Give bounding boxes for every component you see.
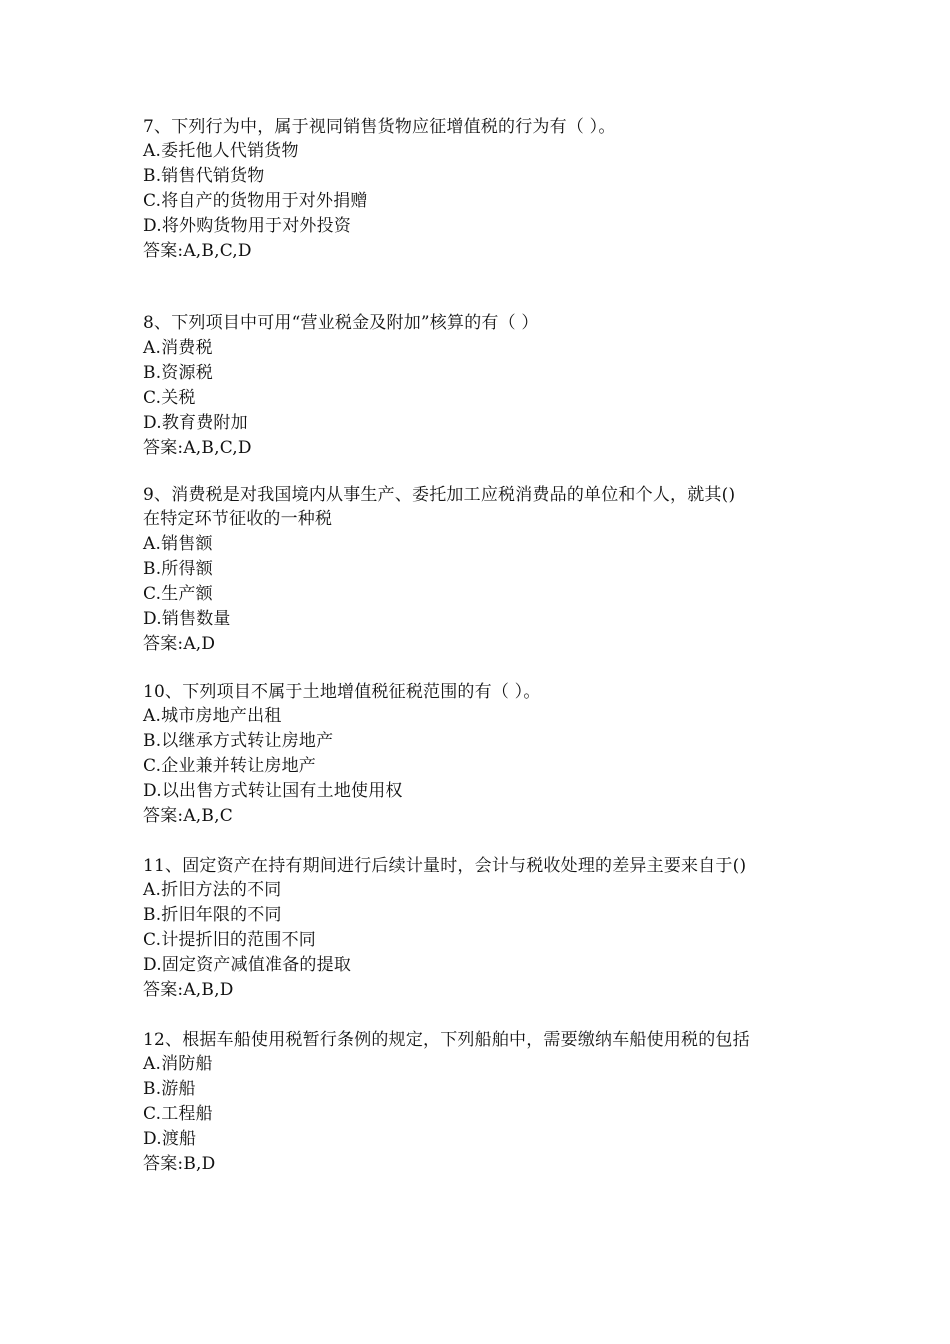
question-10-answer: 答案:A,B,C (143, 806, 233, 826)
question-12-option-c: C.工程船 (143, 1104, 213, 1124)
question-10-option-c: C.企业兼并转让房地产 (143, 756, 317, 776)
question-7-option-a: A.委托他人代销货物 (143, 141, 299, 161)
question-7-answer: 答案:A,B,C,D (143, 241, 252, 261)
question-8-option-d: D.教育费附加 (143, 413, 248, 433)
question-8-answer: 答案:A,B,C,D (143, 438, 252, 458)
question-10-stem: 10、下列项目不属于土地增值税征税范围的有（ ）。 (143, 682, 541, 702)
question-12-answer: 答案:B,D (143, 1154, 216, 1174)
question-8-option-b: B.资源税 (143, 363, 213, 383)
question-11-option-a: A.折旧方法的不同 (143, 880, 282, 900)
question-9-stem-line-2: 在特定环节征收的一种税 (143, 509, 333, 529)
question-7-option-c: C.将自产的货物用于对外捐赠 (143, 191, 368, 211)
question-7-option-b: B.销售代销货物 (143, 166, 265, 186)
question-11-stem: 11、固定资产在持有期间进行后续计量时，会计与税收处理的差异主要来自于() (143, 856, 747, 876)
question-12-option-a: A.消防船 (143, 1054, 213, 1074)
question-7-option-d: D.将外购货物用于对外投资 (143, 216, 352, 236)
question-8-option-a: A.消费税 (143, 338, 213, 358)
question-10-option-b: B.以继承方式转让房地产 (143, 731, 334, 751)
question-11-answer: 答案:A,B,D (143, 980, 234, 1000)
question-7-stem: 7、下列行为中，属于视同销售货物应征增值税的行为有（ ）。 (143, 117, 616, 137)
question-9-option-a: A.销售额 (143, 534, 213, 554)
question-11-option-c: C.计提折旧的范围不同 (143, 930, 317, 950)
question-9-option-b: B.所得额 (143, 559, 213, 579)
question-9-stem-line-1: 9、消费税是对我国境内从事生产、委托加工应税消费品的单位和个人，就其() (143, 485, 736, 505)
question-9-option-c: C.生产额 (143, 584, 213, 604)
question-9-answer: 答案:A,D (143, 634, 216, 654)
question-8-stem: 8、下列项目中可用“营业税金及附加”核算的有（ ） (143, 313, 539, 333)
question-8-option-c: C.关税 (143, 388, 196, 408)
question-9-option-d: D.销售数量 (143, 609, 231, 629)
question-11-option-b: B.折旧年限的不同 (143, 905, 282, 925)
question-10-option-d: D.以出售方式转让国有土地使用权 (143, 781, 403, 801)
question-12-option-d: D.渡船 (143, 1129, 197, 1149)
question-12-option-b: B.游船 (143, 1079, 196, 1099)
question-10-option-a: A.城市房地产出租 (143, 706, 282, 726)
question-12-stem: 12、根据车船使用税暂行条例的规定，下列船舶中，需要缴纳车船使用税的包括 (143, 1030, 750, 1050)
question-11-option-d: D.固定资产减值准备的提取 (143, 955, 352, 975)
